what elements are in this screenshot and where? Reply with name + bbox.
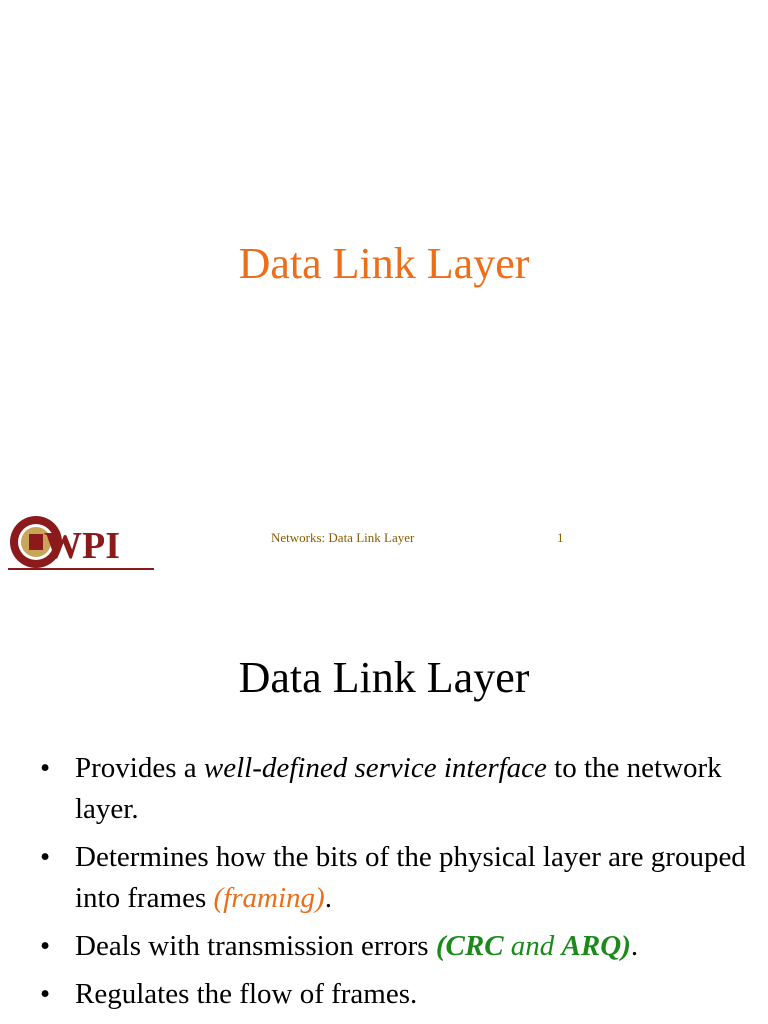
- slide2-title: Data Link Layer: [238, 653, 530, 702]
- wpi-wordmark: WPI: [44, 525, 120, 567]
- bullet-item: • Deals with transmission errors (CRC and ARQ).: [40, 926, 760, 967]
- bullet-item: • Regulates the flow of frames.: [40, 974, 760, 1015]
- logo-underline: [8, 568, 154, 570]
- bullet-list: [40, 748, 760, 1022]
- seal-emblem: [29, 534, 43, 550]
- footer-text: Networks: Data Link Layer: [271, 530, 415, 545]
- slide1-title: Data Link Layer: [238, 239, 530, 288]
- bullet-item: • Provides a well-defined service interface to the network layer.: [40, 748, 760, 830]
- wpi-logo: [8, 514, 154, 570]
- footer-page-number: 1: [557, 530, 564, 545]
- bullet-item: • Determines how the bits of the physical layer are grouped into frames (framing).: [40, 837, 760, 919]
